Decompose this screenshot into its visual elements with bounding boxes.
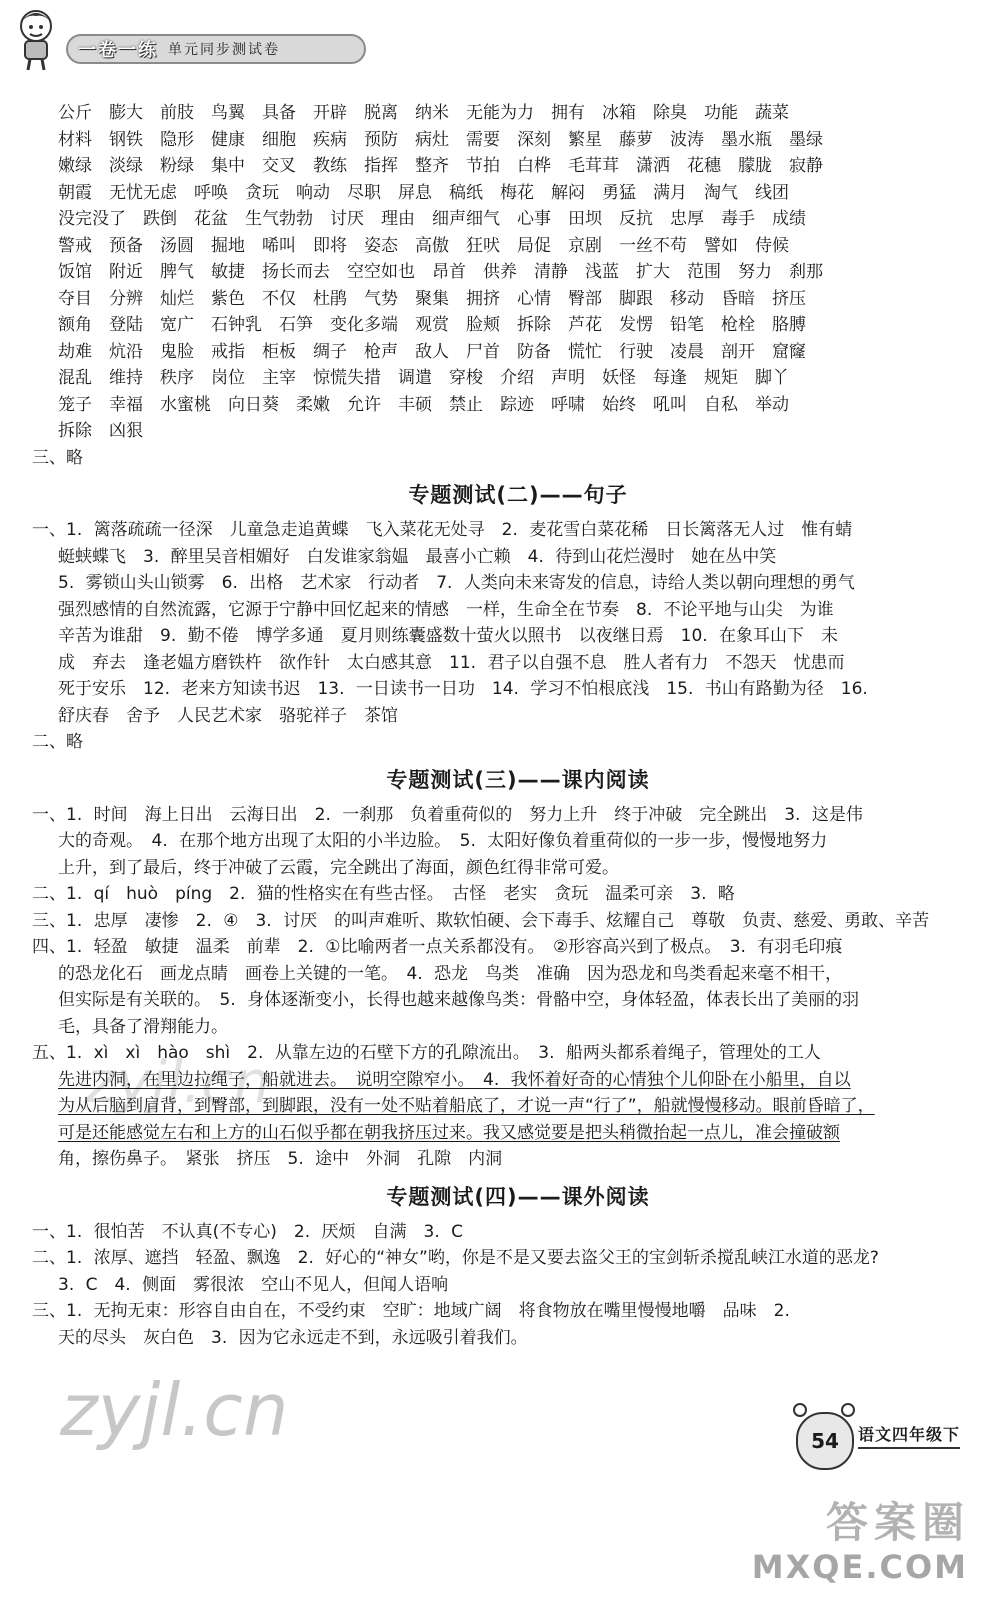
answer-line: 二、1. 浓厚、遮挡 轻盈、飘逸 2. 好心的“神女”哟，你是不是又要去盗父王的宝剑斩杀搅乱峡江水道的恶龙? <box>32 1248 879 1268</box>
answer-line: 天的尽头 灰白色 3. 因为它永远走不到，永远吸引着我们。 <box>58 1327 528 1348</box>
brand-title: 一卷一练 <box>78 40 158 61</box>
logo-watermark-url: MXQE.COM <box>751 1548 968 1586</box>
answer-line: 毛，具备了滑翔能力。 <box>58 1016 228 1037</box>
answer-line: 上升，到了最后，终于冲破了云霞，完全跳出了海面，颜色红得非常可爱。 <box>58 857 619 878</box>
answer-line: 朝霞 无忧无虑 呼唤 贪玩 响动 尽职 屏息 稿纸 梅花 解闷 勇猛 满月 淘气 线团 <box>58 182 789 203</box>
answer-content <box>32 100 978 1351</box>
answer-line: 但实际是有关联的。 5. 身体逐渐变小，长得也越来越像鸟类：骨骼中空，身体轻盈，体表长出了美丽的羽 <box>58 990 860 1010</box>
answer-line: 一、1. 很怕苦 不认真(不专心) 2. 厌烦 自满 3. C <box>32 1221 464 1242</box>
header-banner <box>66 34 366 64</box>
answer-line: 大的奇观。 4. 在那个地方出现了太阳的小半边脸。 5. 太阳好像负着重荷似的一步一步，慢慢地努力 <box>58 831 828 851</box>
answer-line: 5. 雾锁山头山锁雾 6. 出格 艺术家 行动者 7. 人类向未来寄发的信息，诗给人类以朝向理想的勇气 <box>58 573 855 593</box>
answer-line: 拆除 凶狠 <box>58 421 143 441</box>
answer-line: 笼子 幸福 水蜜桃 向日葵 柔嫩 允许 丰硕 禁止 踪迹 呼啸 始终 吼叫 自私 举动 <box>58 394 789 415</box>
answer-line: 舒庆春 舍予 人民艺术家 骆驼祥子 茶馆 <box>58 705 398 726</box>
answer-line: 二、1. qí huò píng 2. 猫的性格实在有些古怪。 古怪 老实 贪玩 温柔可亲 3. 略 <box>32 884 735 904</box>
logo-watermark-text: 答案圈 <box>825 1498 970 1547</box>
answer-line: 混乱 维持 秩序 岗位 主宰 惊慌失措 调遣 穿梭 介绍 声明 妖怪 每逢 规矩 脚丫 <box>58 368 789 388</box>
answer-line: 可是还能感觉左右和上方的山石似乎都在朝我挤压过来。我又感觉要是把头稍微抬起一点儿，准会撞破额 <box>58 1122 840 1143</box>
answer-line: 先进内洞，在里边拉绳子，船就进去。 说明空隙窄小。 4. 我怀着好奇的心情独个儿仰卧在小船里，自以 <box>58 1069 851 1090</box>
answer-line: 二、略 <box>32 732 83 752</box>
answer-line: 劫难 炕沿 鬼脸 戒指 柜板 绸子 枪声 敌人 尸首 防备 慌忙 行驶 凌晨 剖开 窟窿 <box>58 341 806 362</box>
answer-line: 五、1. xì xì hào shì 2. 从靠左边的石壁下方的孔隙流出。 3. 船两头都系着绳子，管理处的工人 <box>32 1043 821 1063</box>
mascot-boy-icon <box>8 6 64 72</box>
answer-line: 夺目 分辨 灿烂 紫色 不仅 杜鹃 气势 聚集 拥挤 心情 臀部 脚跟 移动 昏暗 挤压 <box>58 288 806 309</box>
page-footer <box>766 1404 996 1484</box>
answer-line: 3. C 4. 侧面 雾很浓 空山不见人，但闻人语响 <box>58 1274 449 1295</box>
answer-line: 的恐龙化石 画龙点睛 画卷上关键的一笔。 4. 恐龙 鸟类 准确 因为恐龙和鸟类看起来毫不相干， <box>58 963 843 984</box>
answer-line: 没完没了 跌倒 花盆 生气勃勃 讨厌 理由 细声细气 心事 田坝 反抗 忠厚 毒手 成绩 <box>58 209 806 229</box>
section-title: 专题测试(三)——课内阅读 <box>386 767 650 792</box>
answer-line: 嫩绿 淡绿 粉绿 集中 交叉 教练 指挥 整齐 节拍 白桦 毛茸茸 潇洒 花穗 朦胧 寂静 <box>58 156 823 176</box>
answer-line: 警戒 预备 汤圆 掘地 唏叫 即将 姿态 高傲 狂吠 局促 京剧 一丝不苟 譬如 侍候 <box>58 235 789 256</box>
page-number: 54 <box>796 1412 854 1470</box>
answer-line: 辛苦为谁甜 9. 勤不倦 博学多通 夏月则练囊盛数十萤火以照书 以夜继日焉 10. 在象耳山下 未 <box>58 626 839 646</box>
answer-line: 三、1. 忠厚 凄惨 2. ④ 3. 讨厌 的叫声难听、欺软怕硬、会下毒手、炫耀自己 尊敬 负责、慈爱、勇敢、辛苦 <box>32 910 930 931</box>
series-subtitle: 单元同步测试卷 <box>168 42 280 58</box>
answer-line: 公斤 膨大 前肢 鸟翼 具备 开辟 脱离 纳米 无能为力 拥有 冰箱 除臭 功能 蔬菜 <box>58 103 789 123</box>
answer-line: 饭馆 附近 脾气 敏捷 扬长而去 空空如也 昂首 供养 清静 浅蓝 扩大 范围 努力 刹那 <box>58 262 823 282</box>
answer-line: 角，擦伤鼻子。 紧张 挤压 5. 途中 外洞 孔隙 内洞 <box>58 1149 503 1169</box>
watermark-text: zyjl.cn <box>60 1368 289 1452</box>
section-title: 专题测试(二)——句子 <box>408 483 628 507</box>
answer-line: 三、1. 无拘无束：形容自由自在，不受约束 空旷：地域广阔 将食物放在嘴里慢慢地嚼 品味 2. <box>32 1301 790 1321</box>
answer-line: 强烈感情的自然流露，它源于宁静中回忆起来的情感 一样，生命全在节奏 8. 不论平地与山尖 为谁 <box>58 599 834 620</box>
answer-line: 三、略 <box>32 447 83 468</box>
section-title: 专题测试(四)——课外阅读 <box>386 1184 650 1209</box>
answer-line: 材料 钢铁 隐形 健康 细胞 疾病 预防 病灶 需要 深刻 繁星 藤萝 波涛 墨水瓶 墨绿 <box>58 129 823 150</box>
answer-line: 额角 登陆 宽广 石钟乳 石笋 变化多端 观赏 脸颊 拆除 芦花 发愣 铅笔 枪栓 胳膊 <box>58 315 806 335</box>
answer-line: 一、1. 篱落疏疏一径深 儿童急走追黄蝶 飞入菜花无处寻 2. 麦花雪白菜花稀 日长篱落无人过 惟有蜻 <box>32 520 853 540</box>
site-logo-watermark <box>751 1490 976 1594</box>
page-header <box>8 6 388 76</box>
answer-line: 为从后脑到肩背，到臀部，到脚跟，没有一处不贴着船底了，才说一声“行了”，船就慢慢移动。眼前昏暗了， <box>58 1096 875 1116</box>
answer-line: 成 弃去 逢老媪方磨铁杵 欲作针 太白感其意 11. 君子以自强不息 胜人者有力 不怨天 忧患而 <box>58 652 845 673</box>
answer-line: 四、1. 轻盈 敏捷 温柔 前辈 2. ①比喻两者一点关系都没有。 ②形容高兴到了极点。 3. 有羽毛印痕 <box>32 937 843 957</box>
watermark-text: zyjl.cn <box>86 1048 271 1116</box>
answer-line: 蜓蛱蝶飞 3. 醉里吴音相媚好 白发谁家翁媪 最喜小亡赖 4. 待到山花烂漫时 她在丛中笑 <box>58 546 777 567</box>
answer-line: 死于安乐 12. 老来方知读书迟 13. 一日读书一日功 14. 学习不怕根底浅 15. 书山有路勤为径 16. <box>58 679 868 699</box>
answer-line: 一、1. 时间 海上日出 云海日出 2. 一刹那 负着重荷似的 努力上升 终于冲破 完全跳出 3. 这是伟 <box>32 804 863 825</box>
subject-label: 语文四年级下 <box>858 1422 960 1449</box>
